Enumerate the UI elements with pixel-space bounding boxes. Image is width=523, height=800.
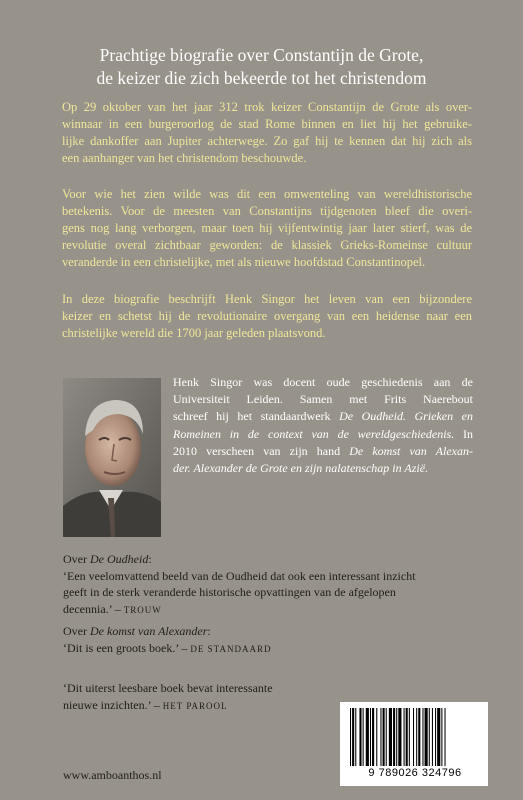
barcode-bar — [393, 708, 395, 766]
text-line: winnaar in een burgeroorlog de stad Rome binnen en liet hij het gebruike- — [62, 117, 472, 131]
barcode-bar — [418, 708, 420, 766]
review-quote-2 — [63, 623, 473, 657]
text-line: revolutie overal zichtbaar geworden: de klassiek Grieks-Romeinse cultuur — [62, 238, 472, 252]
barcode-bar — [380, 708, 381, 766]
text-line: In deze biografie beschrijft Henk Singor het leven van een bijzondere — [62, 292, 472, 306]
barcode-bar — [398, 708, 401, 766]
barcode-bar — [383, 708, 385, 766]
quote-line: ‘Een veelomvattend beeld van de Oudheid dat ook een interessant inzicht — [63, 568, 416, 583]
quote-text: decennia.’ – — [63, 601, 124, 616]
barcode-bar — [372, 708, 374, 766]
synopsis-paragraph-2 — [62, 186, 472, 271]
quote-line: geeft in de sterk veranderde historische opvattingen van de afgelopen — [63, 585, 396, 599]
barcode-bar — [350, 708, 351, 766]
barcode-bar — [445, 708, 446, 766]
barcode-bar — [429, 708, 430, 766]
author-portrait-image — [63, 378, 161, 537]
text-line: een aanhanger van het christendom beschouwde. — [62, 151, 307, 165]
barcode-bar — [359, 708, 361, 766]
text-line: Op 29 oktober van het jaar 312 trok keizer Constantijn de Grote als over- — [62, 100, 472, 114]
barcode-bar — [396, 708, 397, 766]
synopsis-paragraph-1 — [62, 99, 472, 167]
review-quote-1 — [63, 551, 473, 618]
text-line: christelijke wereld die 1700 jaar geleden plaatsvond. — [62, 326, 326, 340]
barcode-bar — [386, 708, 387, 766]
text-line: gens nog lang verborgen, maar toen hij vijfentwintig jaar later stierf, was de — [62, 221, 472, 235]
book-title: Romeinen in de context van de wereldgeschiedenis. — [173, 426, 455, 441]
quote-intro: Over — [63, 624, 90, 638]
text-line: betekenis. Voor de meesten van Constantijns tijdgenoten bleef die overi- — [62, 204, 472, 218]
quote-intro: Over — [63, 552, 90, 566]
bio-text: In — [463, 426, 474, 441]
text-line: lijke dankoffer aan Jupiter achterwege. Zo gaf hij te kennen dat hij zich als — [62, 134, 472, 148]
bio-line: Universiteit Leiden. Samen met Frits Naerebout — [173, 392, 473, 407]
barcode-bar — [441, 708, 442, 766]
quote-book-title: De Oudheid — [90, 552, 149, 566]
isbn-number: 9 789026 324796 — [368, 767, 462, 779]
author-bio — [173, 374, 473, 477]
bio-text: schreef hij het standaardwerk — [173, 409, 340, 424]
barcode-bar — [406, 708, 408, 766]
text-line: keizer en schetst hij de revolutionaire overgang van een heidense naar een — [62, 309, 472, 323]
quote-colon: : — [148, 552, 152, 566]
bio-line — [173, 443, 473, 460]
author-photo — [63, 378, 161, 537]
quote-line — [63, 601, 473, 619]
bio-line — [173, 408, 473, 425]
book-title: De komst van Alexan- — [349, 443, 473, 458]
bio-line — [173, 460, 473, 477]
barcode-bar — [376, 708, 377, 766]
barcode-bar — [352, 708, 354, 766]
headline-line-1: Prachtige biografie over Constantijn de Grote, — [99, 45, 424, 65]
quote-line — [63, 640, 473, 658]
barcode-bar — [404, 708, 405, 766]
barcode-bar — [363, 708, 364, 766]
barcode-bar — [416, 708, 417, 766]
bio-line — [173, 426, 473, 443]
barcode-bar — [389, 708, 392, 766]
quote-colon: : — [207, 624, 211, 638]
barcode-bar — [435, 708, 436, 766]
text-line: veranderde in een christelijke, met als nieuwe hoofdstad Constantinopel. — [62, 255, 426, 269]
book-title: der. Alexander de Grote en zijn nalatenschap in Azië. — [173, 461, 429, 476]
quote-heading — [63, 551, 473, 568]
barcode-bar — [422, 708, 423, 766]
quote-line: ‘Dit uiterst leesbare boek bevat interessante — [63, 681, 273, 695]
bio-text: 2010 verscheen van zijn hand — [173, 443, 350, 458]
quote-text: ‘Dit is een groots boek.’ – — [63, 640, 191, 655]
text-line: Voor wie het zien wilde was dit een omwenteling van wereldhistorische — [62, 187, 472, 201]
publisher-website[interactable]: www.amboanthos.nl — [63, 768, 162, 782]
quote-heading — [63, 623, 473, 640]
barcode-bar — [425, 708, 428, 766]
barcode-bar — [366, 708, 369, 766]
headline — [30, 44, 493, 90]
quote-book-title: De komst van Alexander — [90, 624, 208, 638]
barcode-bar — [370, 708, 371, 766]
headline-line-2: de keizer die zich bekeerde tot het christendom — [96, 68, 427, 88]
bio-line: Henk Singor was docent oude geschiedenis aan de — [173, 375, 473, 389]
quote-source: HET PAROOL — [162, 700, 228, 711]
barcode-bar — [409, 708, 410, 766]
barcode-bar — [432, 708, 433, 766]
quote-text: nieuwe inzichten.’ – — [63, 697, 163, 712]
quote-source: TROUW — [123, 604, 162, 615]
book-title: De Oudheid. Grieken en — [339, 409, 474, 424]
barcode-bar — [413, 708, 414, 766]
barcode-bar — [355, 708, 356, 766]
quote-source: DE STANDAARD — [190, 643, 272, 654]
synopsis-paragraph-3 — [62, 291, 472, 342]
barcode-bar — [437, 708, 440, 766]
